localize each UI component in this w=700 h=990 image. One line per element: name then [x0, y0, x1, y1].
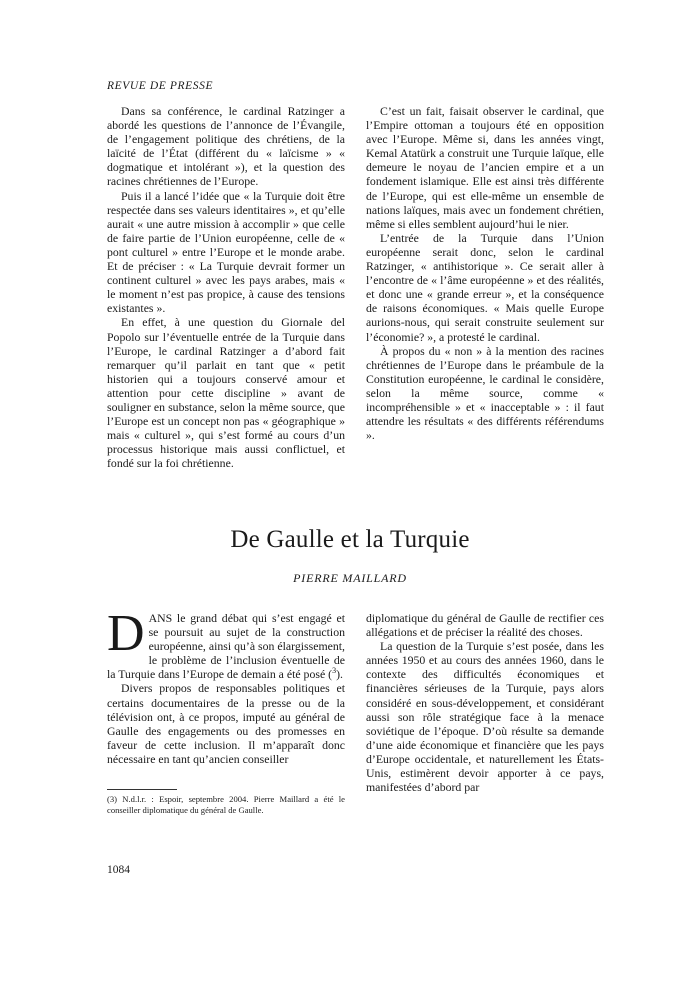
opening-text: le grand débat qui s’est engagé et se poursuit au sujet de la construction européenne, ainsi qu’à son élargissement, le problème de l’inclusion éventuelle de la Turquie dans l’Europe de demain a été posé (	[107, 611, 345, 682]
opening-text-end: ).	[336, 667, 343, 682]
paragraph: La question de la Turquie s’est posée, dans les années 1950 et au cours des années 1960, dans le contexte des difficultés économiques et financières sérieuses de la Turquie, pays alors considéré en sous-développement, et considérant aussi son rôle stratégique face à la menace soviétique de l’époque. D’où résulte sa demande d’une aide économique et financière que les pays d’Europe occidentale, et naturellement les États-Unis, estimèrent devoir apporter à ce pays, manifestées d’abord par	[366, 639, 604, 795]
footnote-ref[interactable]: 3	[332, 666, 337, 676]
paragraph: En effet, à une question du Giornale del Popolo sur l’éventuelle entrée de la Turquie dans l’Europe, le cardinal Ratzinger a d’abord fait remarquer qu’il parlait en tant que « petit historien qui a toujours conservé amour et attention pour cette discipline » avant de souligner en substance, selon la même source, que l’Europe est un concept non pas « géographique » mais « culturel », qui s’est formé au cours d’un processus historique mais aussi conflictuel, et fondé sur la foi chrétienne.	[107, 315, 345, 471]
article-author: PIERRE MAILLARD	[293, 571, 407, 585]
article-title: De Gaulle et la Turquie	[230, 526, 470, 553]
article-left-column	[107, 605, 345, 766]
article-right-column	[366, 611, 604, 794]
opening-paragraph	[107, 605, 345, 682]
footnote: (3) N.d.l.r. : Espoir, septembre 2004. Pierre Maillard a été le conseiller diplomatique du général de Gaulle.	[107, 794, 345, 815]
dropcap: D	[107, 605, 145, 662]
footnote-divider	[107, 789, 177, 790]
paragraph: diplomatique du général de Gaulle de rectifier ces allégations et de préciser la réalité des choses.	[366, 611, 604, 640]
running-head: REVUE DE PRESSE	[107, 80, 214, 92]
section1-left-column	[107, 104, 345, 470]
page-number: 1084	[107, 864, 130, 876]
paragraph: Puis il a lancé l’idée que « la Turquie doit être respectée dans ses valeurs identitaires », et qu’elle aurait « une autre mission à accomplir » que celle de faire partie de l’Union européenne, celle de « pont culturel » entre l’Europe et le monde arabe. Et de préciser : « La Turquie devrait former un continent culturel » avec les pays arabes, mais « le moment n’est pas propice, à cause des tensions existantes ».	[107, 188, 345, 316]
paragraph: À propos du « non » à la mention des racines chrétiennes de l’Europe dans le préambule de la Constitution européenne, le cardinal le considère, selon la même source, comme « incompréhensible » et « inacceptable » : il faut attendre les résultats « des différents référendums ».	[366, 343, 604, 443]
paragraph: L’entrée de la Turquie dans l’Union européenne serait donc, selon le cardinal Ratzinger, « antihistorique ». Ce serait aller à l’encontre de « l’âme européenne » et des réalités, et donc une « grande erreur », et la conséquence de raisons économiques. « Mais quelle Europe aurions-nous, qui serait construite seulement sur l’économie? », a protesté le cardinal.	[366, 230, 604, 344]
paragraph: Divers propos de responsables politiques et certains documentaires de la presse ou de la télévision ont, à ce propos, imputé au général de Gaulle des engagements ou des promesses en faveur de cette inclusion. Il m’apparaît donc nécessaire en tant qu’ancien conseiller	[107, 681, 345, 766]
paragraph: C’est un fait, faisait observer le cardinal, que l’Empire ottoman a toujours été en opposition avec l’Europe. Même si, dans les années vingt, Kemal Atatürk a construit une Turquie laïque, elle demeure le noyau de l’ancien empire et a un fondement islamique. Elle est ainsi très différente de l’Europe, qui est elle-même un ensemble de nations laïques, mais avec un fondement chrétien, même si elles semblent aujourd’hui le nier.	[366, 104, 604, 231]
paragraph: Dans sa conférence, le cardinal Ratzinger a abordé les questions de l’annonce de l’Évangile, de l’engagement politique des chrétiens, de la laïcité de l’État (différent du « laïcisme » « dogmatique et intolérant »), et la question des racines chrétiennes de l’Europe.	[107, 104, 345, 189]
first-word-rest: ANS	[148, 611, 173, 625]
section1-right-column	[366, 104, 604, 442]
